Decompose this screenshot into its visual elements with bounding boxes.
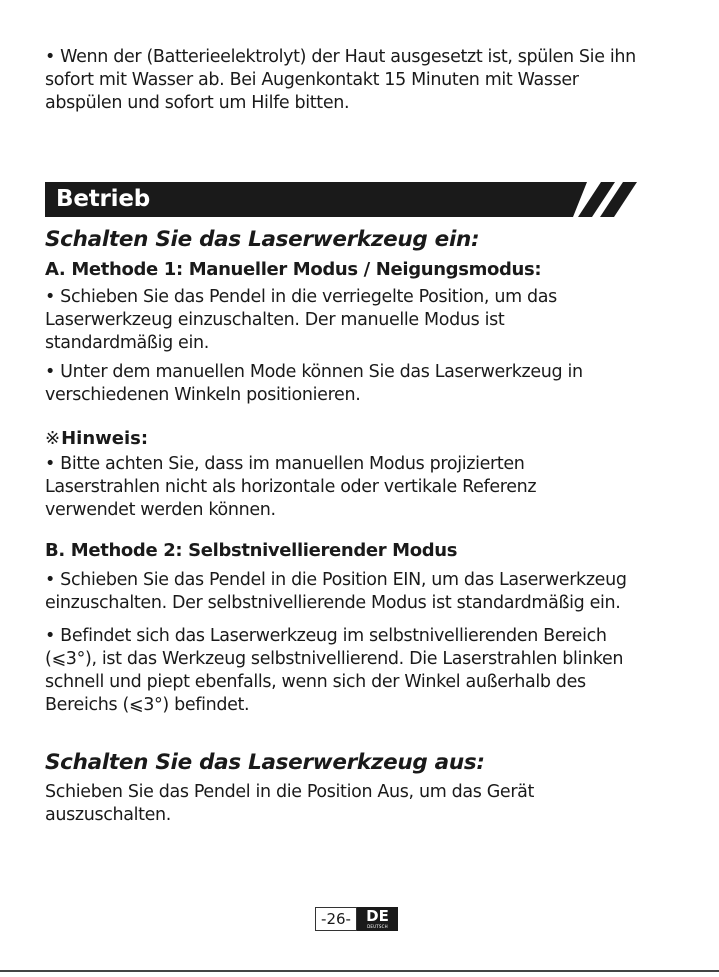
- section-title: Betrieb: [56, 186, 151, 212]
- method-b-heading: B. Methode 2: Selbstnivellierender Modus: [45, 540, 458, 561]
- note-label: Hinweis:: [61, 428, 149, 449]
- bottom-rule: [0, 970, 719, 972]
- method-a-heading: A. Methode 1: Manueller Modus / Neigungsmodus:: [45, 259, 542, 280]
- switch-on-heading: Schalten Sie das Laserwerkzeug ein:: [45, 227, 480, 252]
- page-number: -26-: [315, 907, 357, 931]
- switch-off-heading: Schalten Sie das Laserwerkzeug aus:: [45, 750, 485, 775]
- note-text: • Bitte achten Sie, dass im manuellen Modus projizierten Laserstrahlen nicht als horizontale oder vertikale Referenz verwendet werden können.: [45, 454, 537, 520]
- language-name: DEUTSCH: [367, 924, 388, 929]
- language-code: DE: [366, 907, 389, 925]
- intro-warning-text: • Wenn der (Batterieelektrolyt) der Haut ausgesetzt ist, spülen Sie ihn sofort mit Wasser ab. Bei Augenkontakt 15 Minuten mit Wasser abspülen und sofort um Hilfe bitten.: [45, 47, 636, 113]
- method-a-bullet-1: • Schieben Sie das Pendel in die verriegelte Position, um das Laserwerkzeug einzuschalten. Der manuelle Modus ist standardmäßig ein.: [45, 287, 557, 353]
- method-b-bullet-1: • Schieben Sie das Pendel in die Position EIN, um das Laserwerkzeug einzuschalten. Der selbstnivellierende Modus ist standardmäßig ein.: [45, 570, 627, 613]
- note-heading: [45, 427, 148, 451]
- method-a-bullet-2: • Unter dem manuellen Mode können Sie das Laserwerkzeug in verschiedenen Winkeln positionieren.: [45, 362, 583, 405]
- language-badge: [357, 907, 398, 931]
- method-b-bullet-2: • Befindet sich das Laserwerkzeug im selbstnivellierenden Bereich (⩽3°), ist das Werkzeug selbstnivellierend. Die Laserstrahlen blinken schnell und piept ebenfalls, wenn sich der Winkel außerhalb des Bereichs (⩽3°) befindet.: [45, 626, 624, 715]
- switch-off-text: Schieben Sie das Pendel in die Position Aus, um das Gerät auszuschalten.: [45, 782, 535, 825]
- section-banner: [45, 182, 645, 217]
- note-mark-icon: ※: [45, 428, 61, 449]
